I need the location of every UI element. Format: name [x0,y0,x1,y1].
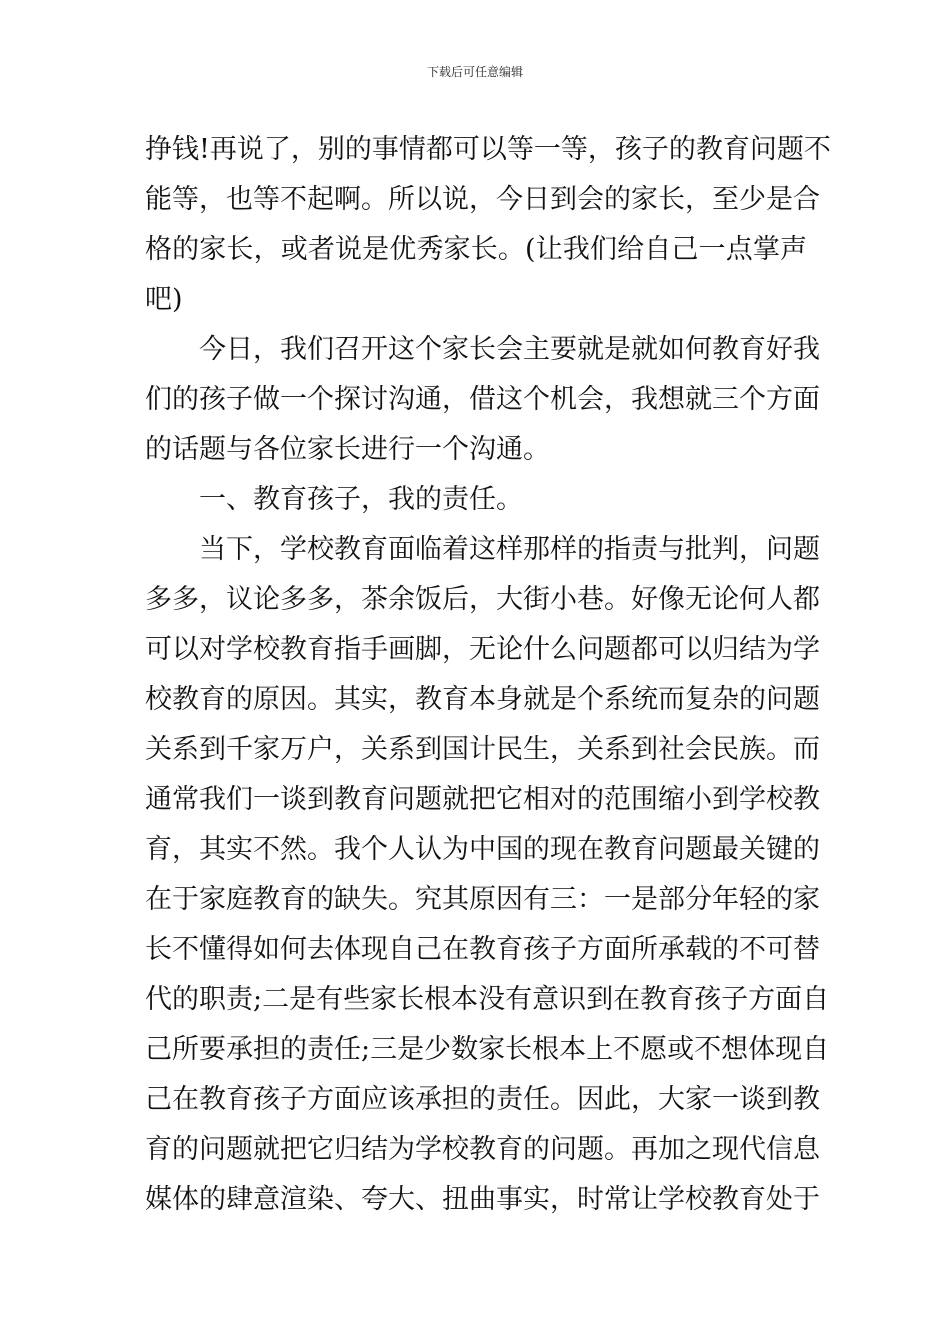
text-line: 己在教育孩子方面应该承担的责任。因此，大家一谈到教 [145,1084,820,1115]
text-line: 可以对学校教育指手画脚，无论什么问题都可以归结为学 [145,634,820,665]
text-line: 长不懂得如何去体现自己在教育孩子方面所承载的不可替 [145,934,820,965]
text-line: 校教育的原因。其实，教育本身就是个系统而复杂的问题 [145,684,820,715]
text-line: 多多，议论多多，茶余饭后，大街小巷。好像无论何人都 [145,584,820,615]
text-line: 育的问题就把它归结为学校教育的问题。再加之现代信息 [145,1134,820,1165]
text-line: 格的家长，或者说是优秀家长。(让我们给自己一点掌声 [145,234,807,265]
text-line: 吧) [145,284,183,315]
text-line: 们的孩子做一个探讨沟通，借这个机会，我想就三个方面 [145,384,820,415]
text-line: 己所要承担的责任;三是少数家长根本上不愿或不想体现自 [145,1034,830,1065]
text-line: 媒体的肆意渲染、夸大、扭曲事实，时常让学校教育处于 [145,1184,820,1215]
text-line: 的话题与各位家长进行一个沟通。 [145,434,550,465]
page-header: 下载后可任意编辑 [426,65,523,79]
paragraph-1 [145,125,831,325]
document-body [145,125,831,1225]
text-line: 当下，学校教育面临着这样那样的指责与批判，问题 [199,534,820,565]
text-line: 挣钱!再说了，别的事情都可以等一等，孩子的教育问题不 [145,134,831,165]
heading-line: 一、教育孩子，我的责任。 [199,484,523,515]
paragraph-2 [145,325,820,475]
text-line: 育，其实不然。我个人认为中国的现在教育问题最关键的 [145,834,820,865]
text-line: 今日，我们召开这个家长会主要就是就如何教育好我 [199,334,820,365]
section-heading [145,475,807,525]
text-line: 能等，也等不起啊。所以说，今日到会的家长，至少是合 [145,184,820,215]
text-line: 代的职责;二是有些家长根本没有意识到在教育孩子方面自 [145,984,830,1015]
paragraph-3 [145,525,830,1225]
text-line: 通常我们一谈到教育问题就把它相对的范围缩小到学校教 [145,784,820,815]
text-line: 关系到千家万户，关系到国计民生，关系到社会民族。而 [145,734,820,765]
text-line: 在于家庭教育的缺失。究其原因有三：一是部分年轻的家 [145,884,820,915]
